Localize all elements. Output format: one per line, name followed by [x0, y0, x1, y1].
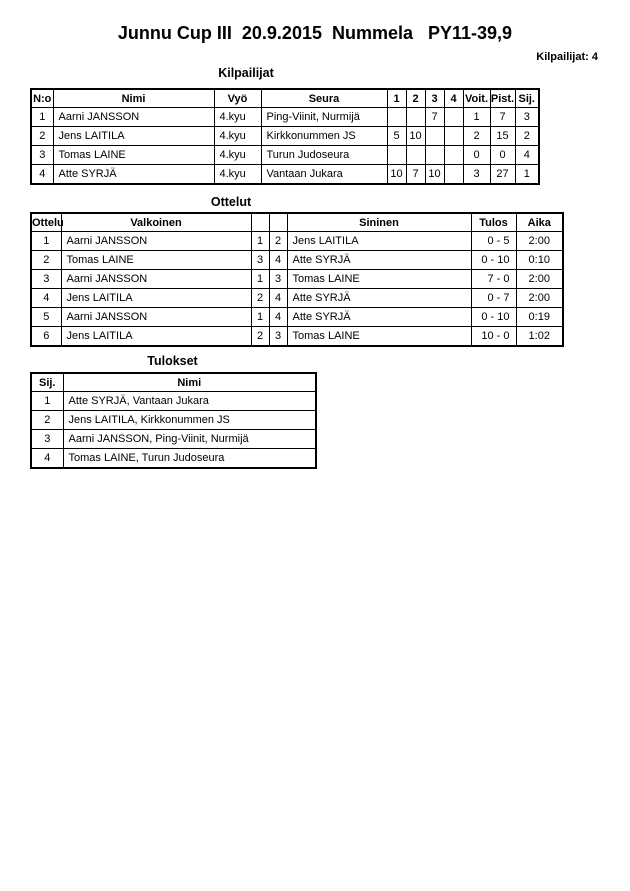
section-heading-ottelut: Ottelut [210, 195, 252, 209]
cell-round-2 [406, 108, 425, 127]
cell-seura: Ping-Viinit, Nurmijä [261, 108, 387, 127]
cell-white-name: Aarni JANSSON [61, 308, 251, 327]
cell-vyo: 4.kyu [214, 165, 261, 185]
cell-round-4 [444, 146, 463, 165]
cell-voit: 1 [463, 108, 490, 127]
cell-aika: 2:00 [516, 289, 563, 308]
cell-pist: 0 [490, 146, 515, 165]
cell-blue-number: 4 [269, 289, 287, 308]
cell-sij: 4 [31, 449, 63, 469]
kilpailijat-table [30, 88, 540, 185]
table-row [31, 289, 563, 308]
cell-tulos: 10 - 0 [471, 327, 516, 347]
cell-white-name: Jens LAITILA [61, 289, 251, 308]
table-row [31, 165, 539, 185]
section-heading-kilpailijat: Kilpailijat [218, 66, 274, 80]
cell-white-number: 1 [251, 308, 269, 327]
cell-tulos: 0 - 5 [471, 232, 516, 251]
cell-tulos: 0 - 10 [471, 308, 516, 327]
cell-round-4 [444, 165, 463, 185]
col-header-aika: Aika [516, 213, 563, 232]
cell-vyo: 4.kyu [214, 127, 261, 146]
cell-sij: 2 [515, 127, 539, 146]
cell-pist: 15 [490, 127, 515, 146]
col-header-nimi: Nimi [53, 89, 214, 108]
cell-nimi: Atte SYRJÄ [53, 165, 214, 185]
cell-aika: 1:02 [516, 327, 563, 347]
table-row [31, 449, 316, 469]
cell-blue-number: 4 [269, 251, 287, 270]
ottelut-header-row [31, 213, 563, 232]
cell-white-number: 1 [251, 232, 269, 251]
section-heading-tulokset: Tulokset [147, 354, 198, 368]
table-row [31, 232, 563, 251]
cell-blue-name: Atte SYRJÄ [287, 251, 471, 270]
cell-no: 1 [31, 108, 53, 127]
cell-round-2 [406, 146, 425, 165]
col-header-round-3: 3 [425, 89, 444, 108]
cell-sij: 2 [31, 411, 63, 430]
cell-seura: Vantaan Jukara [261, 165, 387, 185]
cell-sij: 1 [515, 165, 539, 185]
cell-aika: 0:10 [516, 251, 563, 270]
cell-voit: 2 [463, 127, 490, 146]
cell-aika: 0:19 [516, 308, 563, 327]
col-header-sininen: Sininen [287, 213, 471, 232]
table-row [31, 430, 316, 449]
cell-blue-number: 3 [269, 270, 287, 289]
cell-white-number: 2 [251, 289, 269, 308]
col-header-voit: Voit. [463, 89, 490, 108]
table-row [31, 308, 563, 327]
table-row [31, 127, 539, 146]
cell-round-1: 5 [387, 127, 406, 146]
cell-round-1 [387, 108, 406, 127]
table-row [31, 108, 539, 127]
cell-nimi: Aarni JANSSON, Ping-Viinit, Nurmijä [63, 430, 316, 449]
col-header-sij: Sij. [515, 89, 539, 108]
cell-no: 4 [31, 165, 53, 185]
cell-blue-name: Tomas LAINE [287, 327, 471, 347]
cell-blue-number: 3 [269, 327, 287, 347]
col-header-pist: Pist. [490, 89, 515, 108]
kilpailijat-header-row [31, 89, 539, 108]
table-row [31, 146, 539, 165]
col-header-vyo: Vyö [214, 89, 261, 108]
cell-nimi: Jens LAITILA [53, 127, 214, 146]
cell-white-number: 1 [251, 270, 269, 289]
cell-round-3: 10 [425, 165, 444, 185]
cell-seura: Kirkkonummen JS [261, 127, 387, 146]
col-header-seura: Seura [261, 89, 387, 108]
competitor-count: Kilpailijat: 4 [536, 51, 598, 63]
cell-tulos: 0 - 10 [471, 251, 516, 270]
cell-round-1: 10 [387, 165, 406, 185]
cell-sij: 4 [515, 146, 539, 165]
cell-round-1 [387, 146, 406, 165]
cell-white-name: Aarni JANSSON [61, 232, 251, 251]
cell-sij: 3 [515, 108, 539, 127]
col-header-white-number [251, 213, 269, 232]
cell-match-no: 3 [31, 270, 61, 289]
cell-blue-number: 2 [269, 232, 287, 251]
cell-blue-name: Atte SYRJÄ [287, 289, 471, 308]
cell-aika: 2:00 [516, 232, 563, 251]
cell-match-no: 4 [31, 289, 61, 308]
col-header-round-2: 2 [406, 89, 425, 108]
cell-white-number: 2 [251, 327, 269, 347]
cell-white-name: Tomas LAINE [61, 251, 251, 270]
col-header-nimi: Nimi [63, 373, 316, 392]
cell-round-2: 7 [406, 165, 425, 185]
col-header-valkoinen: Valkoinen [61, 213, 251, 232]
cell-round-4 [444, 127, 463, 146]
page-title: Junnu Cup III 20.9.2015 Nummela PY11-39,9 [117, 23, 513, 43]
cell-pist: 27 [490, 165, 515, 185]
cell-pist: 7 [490, 108, 515, 127]
col-header-ottelu: Ottelu [31, 213, 61, 232]
cell-tulos: 7 - 0 [471, 270, 516, 289]
col-header-blue-number [269, 213, 287, 232]
tulokset-table [30, 372, 317, 469]
cell-match-no: 6 [31, 327, 61, 347]
tulokset-header-row [31, 373, 316, 392]
cell-voit: 3 [463, 165, 490, 185]
cell-vyo: 4.kyu [214, 146, 261, 165]
cell-round-3 [425, 127, 444, 146]
cell-blue-name: Atte SYRJÄ [287, 308, 471, 327]
col-header-round-4: 4 [444, 89, 463, 108]
table-row [31, 392, 316, 411]
cell-aika: 2:00 [516, 270, 563, 289]
cell-nimi: Tomas LAINE, Turun Judoseura [63, 449, 316, 469]
cell-no: 2 [31, 127, 53, 146]
cell-blue-name: Tomas LAINE [287, 270, 471, 289]
col-header-no: N:o [31, 89, 53, 108]
cell-match-no: 1 [31, 232, 61, 251]
cell-tulos: 0 - 7 [471, 289, 516, 308]
table-row [31, 251, 563, 270]
cell-nimi: Tomas LAINE [53, 146, 214, 165]
cell-nimi: Jens LAITILA, Kirkkonummen JS [63, 411, 316, 430]
col-header-round-1: 1 [387, 89, 406, 108]
cell-blue-name: Jens LAITILA [287, 232, 471, 251]
cell-nimi: Atte SYRJÄ, Vantaan Jukara [63, 392, 316, 411]
cell-blue-number: 4 [269, 308, 287, 327]
col-header-tulos: Tulos [471, 213, 516, 232]
cell-match-no: 2 [31, 251, 61, 270]
cell-round-4 [444, 108, 463, 127]
cell-vyo: 4.kyu [214, 108, 261, 127]
cell-white-name: Jens LAITILA [61, 327, 251, 347]
cell-no: 3 [31, 146, 53, 165]
cell-match-no: 5 [31, 308, 61, 327]
cell-sij: 1 [31, 392, 63, 411]
cell-round-3: 7 [425, 108, 444, 127]
cell-sij: 3 [31, 430, 63, 449]
cell-nimi: Aarni JANSSON [53, 108, 214, 127]
cell-round-3 [425, 146, 444, 165]
col-header-sij: Sij. [31, 373, 63, 392]
cell-white-number: 3 [251, 251, 269, 270]
cell-round-2: 10 [406, 127, 425, 146]
cell-voit: 0 [463, 146, 490, 165]
cell-white-name: Aarni JANSSON [61, 270, 251, 289]
cell-seura: Turun Judoseura [261, 146, 387, 165]
ottelut-table [30, 212, 564, 347]
table-row [31, 411, 316, 430]
table-row [31, 327, 563, 347]
table-row [31, 270, 563, 289]
